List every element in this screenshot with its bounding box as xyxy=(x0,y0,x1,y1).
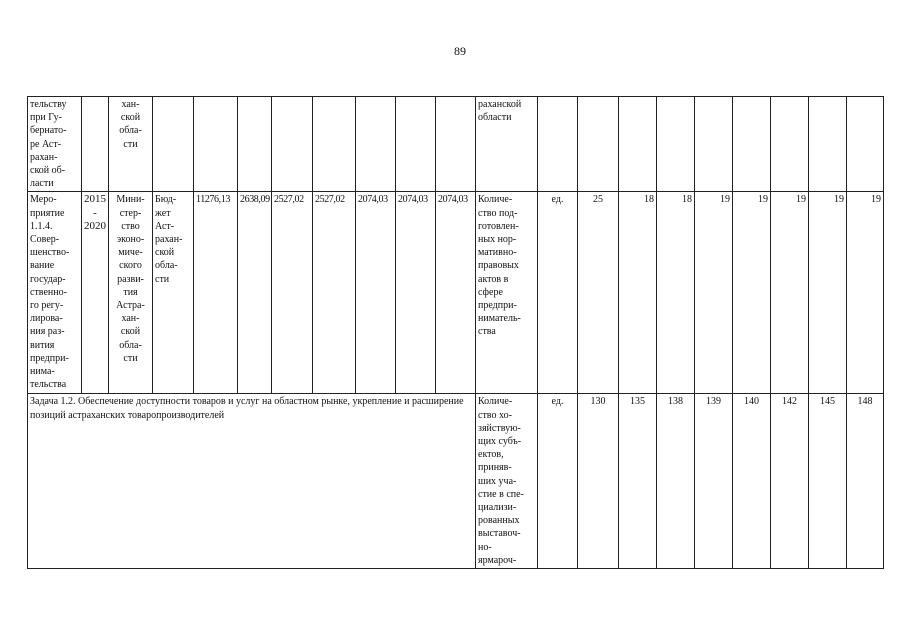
cell-val xyxy=(809,97,847,192)
cell-fin-2016: 2527,02 xyxy=(272,192,313,394)
cell-val: 148 xyxy=(847,394,884,569)
cell-indicator: Количе- ство под- готовлен- ных нор- мативно- правовых актов в сфере предпри- ниматель- ства xyxy=(476,192,538,394)
cell-val: 25 xyxy=(578,192,619,394)
cell-name: Меро- приятие 1.1.4. Совер- шенство- вание государ- ственно- го регу- лирова- ния раз- вития предпри- нима- тельства xyxy=(28,192,82,394)
cell-source: Бюд- жет Аст- рахан- ской обла- сти xyxy=(153,192,194,394)
cell-fin-2015: 2638,09 xyxy=(238,192,272,394)
cell-val: 18 xyxy=(657,192,695,394)
cell-unit xyxy=(538,97,578,192)
cell-val: 142 xyxy=(771,394,809,569)
cell-unit: ед. xyxy=(538,192,578,394)
cell-fin-2017: 2527,02 xyxy=(313,192,356,394)
cell-fin-2019: 2074,03 xyxy=(396,192,436,394)
cell-val xyxy=(619,97,657,192)
cell-val xyxy=(733,97,771,192)
cell-indicator: Количе- ство хо- зяйствую- щих субъ- ектов, приняв- ших уча- стие в спе- циализи- рованных выставоч- но- ярмароч- xyxy=(476,394,538,569)
cell-name: тельству при Гу- бернато- ре Аст- рахан- ской об- ласти xyxy=(28,97,82,192)
cell-val: 138 xyxy=(657,394,695,569)
program-table xyxy=(27,96,884,569)
cell-fin-2018: 2074,03 xyxy=(356,192,396,394)
table-row-task xyxy=(28,394,884,569)
cell-period xyxy=(82,97,109,192)
cell-fin-2019 xyxy=(396,97,436,192)
task-text: Задача 1.2. Обеспечение доступности товаров и услуг на областном рынке, укрепление и расширение позиций астраханских товаропроизводителей xyxy=(28,394,476,569)
page-number: 89 xyxy=(454,44,466,58)
cell-fin-2015 xyxy=(238,97,272,192)
cell-val xyxy=(578,97,619,192)
cell-executor: Мини- стер- ство эконо- миче- ского разви- тия Астра- хан- ской обла- сти xyxy=(109,192,153,394)
cell-period: 2015 - 2020 xyxy=(82,192,109,394)
cell-val xyxy=(695,97,733,192)
cell-val: 139 xyxy=(695,394,733,569)
cell-unit: ед. xyxy=(538,394,578,569)
cell-val: 130 xyxy=(578,394,619,569)
cell-executor: хан- ской обла- сти xyxy=(109,97,153,192)
cell-val: 19 xyxy=(695,192,733,394)
cell-fin-total: 11276,13 xyxy=(194,192,238,394)
cell-val: 19 xyxy=(809,192,847,394)
cell-val: 145 xyxy=(809,394,847,569)
cell-val: 140 xyxy=(733,394,771,569)
cell-val: 135 xyxy=(619,394,657,569)
cell-fin-2018 xyxy=(356,97,396,192)
cell-fin-2020: 2074,03 xyxy=(436,192,476,394)
table-row-measure xyxy=(28,192,884,394)
cell-source xyxy=(153,97,194,192)
cell-val xyxy=(657,97,695,192)
table-row-continued xyxy=(28,97,884,192)
cell-val xyxy=(771,97,809,192)
cell-val: 19 xyxy=(771,192,809,394)
cell-fin-2016 xyxy=(272,97,313,192)
cell-fin-2017 xyxy=(313,97,356,192)
cell-indicator: раханской области xyxy=(476,97,538,192)
cell-val xyxy=(847,97,884,192)
cell-val: 19 xyxy=(733,192,771,394)
cell-val: 19 xyxy=(847,192,884,394)
cell-val: 18 xyxy=(619,192,657,394)
cell-fin-total xyxy=(194,97,238,192)
cell-fin-2020 xyxy=(436,97,476,192)
